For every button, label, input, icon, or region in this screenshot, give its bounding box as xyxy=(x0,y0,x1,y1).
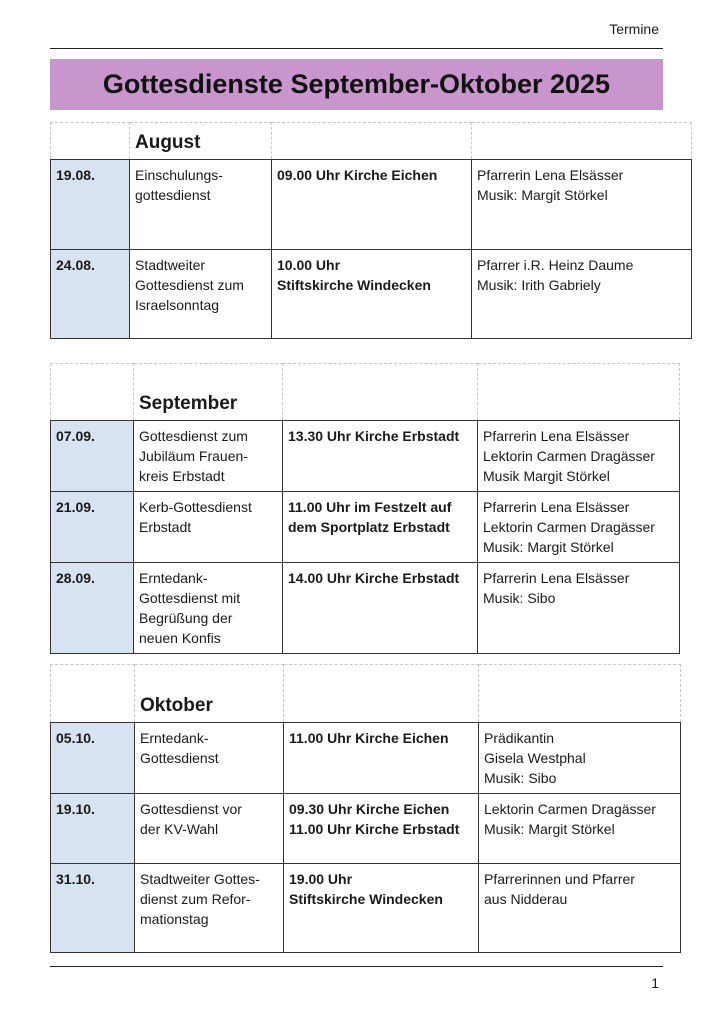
bottom-rule xyxy=(50,966,663,967)
header-cell xyxy=(51,665,135,723)
event-cell: Stadtweiter Gottes- dienst zum Refor- mationstag xyxy=(135,864,284,953)
people-cell: Pfarrer i.R. Heinz Daume Musik: Irith Gabriely xyxy=(472,250,692,339)
event-cell: Erntedank- Gottesdienst xyxy=(135,723,284,794)
people-cell: Pfarrerin Lena Elsässer Lektorin Carmen Dragässer Musik Margit Störkel xyxy=(478,421,680,492)
table-header-row xyxy=(51,665,681,723)
header-cell xyxy=(272,123,472,160)
time-place-cell: 09.00 Uhr Kirche Eichen xyxy=(272,160,472,250)
schedule-table-september xyxy=(50,363,680,654)
header-cell xyxy=(284,665,479,723)
table-row xyxy=(51,250,692,339)
time-place-cell: 11.00 Uhr Kirche Eichen xyxy=(284,723,479,794)
schedule-table-august xyxy=(50,122,692,339)
table-header-row xyxy=(51,123,692,160)
header-cell xyxy=(51,123,130,160)
people-cell: Pfarrerin Lena Elsässer Musik: Margit Störkel xyxy=(472,160,692,250)
month-heading: August xyxy=(130,123,272,160)
event-cell: Gottesdienst zum Jubiläum Frauen- kreis Erbstadt xyxy=(134,421,283,492)
header-cell xyxy=(479,665,681,723)
table-row xyxy=(51,864,681,953)
time-place-cell: 14.00 Uhr Kirche Erbstadt xyxy=(283,563,478,654)
time-place-cell: 09.30 Uhr Kirche Eichen 11.00 Uhr Kirche Erbstadt xyxy=(284,794,479,864)
date-cell: 07.09. xyxy=(51,421,134,492)
people-cell: Pfarrerin Lena Elsässer Musik: Sibo xyxy=(478,563,680,654)
date-cell: 28.09. xyxy=(51,563,134,654)
people-cell: Prädikantin Gisela Westphal Musik: Sibo xyxy=(479,723,681,794)
time-place-cell: 10.00 Uhr Stiftskirche Windecken xyxy=(272,250,472,339)
date-cell: 19.10. xyxy=(51,794,135,864)
date-cell: 31.10. xyxy=(51,864,135,953)
time-place-cell: 13.30 Uhr Kirche Erbstadt xyxy=(283,421,478,492)
event-cell: Stadtweiter Gottesdienst zum Israelsonntag xyxy=(130,250,272,339)
table-row xyxy=(51,563,680,654)
table-row xyxy=(51,492,680,563)
people-cell: Lektorin Carmen Dragässer Musik: Margit Störkel xyxy=(479,794,681,864)
event-cell: Erntedank- Gottesdienst mit Begrüßung der neuen Konfis xyxy=(134,563,283,654)
time-place-cell: 19.00 Uhr Stiftskirche Windecken xyxy=(284,864,479,953)
people-cell: Pfarrerin Lena Elsässer Lektorin Carmen Dragässer Musik: Margit Störkel xyxy=(478,492,680,563)
page-number: 1 xyxy=(651,975,659,991)
people-cell: Pfarrerinnen und Pfarrer aus Nidderau xyxy=(479,864,681,953)
header-cell xyxy=(472,123,692,160)
event-cell: Kerb-Gottesdienst Erbstadt xyxy=(134,492,283,563)
date-cell: 24.08. xyxy=(51,250,130,339)
date-cell: 05.10. xyxy=(51,723,135,794)
date-cell: 19.08. xyxy=(51,160,130,250)
time-place-cell: 11.00 Uhr im Festzelt auf dem Sportplatz Erbstadt xyxy=(283,492,478,563)
date-cell: 21.09. xyxy=(51,492,134,563)
header-cell xyxy=(283,364,478,421)
top-rule xyxy=(50,48,663,49)
month-heading: Oktober xyxy=(135,665,284,723)
running-header: Termine xyxy=(609,21,659,37)
schedule-table-oktober xyxy=(50,664,681,953)
table-row xyxy=(51,160,692,250)
header-cell xyxy=(51,364,134,421)
header-cell xyxy=(478,364,680,421)
table-header-row xyxy=(51,364,680,421)
table-row xyxy=(51,421,680,492)
event-cell: Gottesdienst vor der KV-Wahl xyxy=(135,794,284,864)
month-heading: September xyxy=(134,364,283,421)
table-row xyxy=(51,723,681,794)
page-title: Gottesdienste September-Oktober 2025 xyxy=(50,59,663,110)
table-row xyxy=(51,794,681,864)
event-cell: Einschulungs- gottesdienst xyxy=(130,160,272,250)
